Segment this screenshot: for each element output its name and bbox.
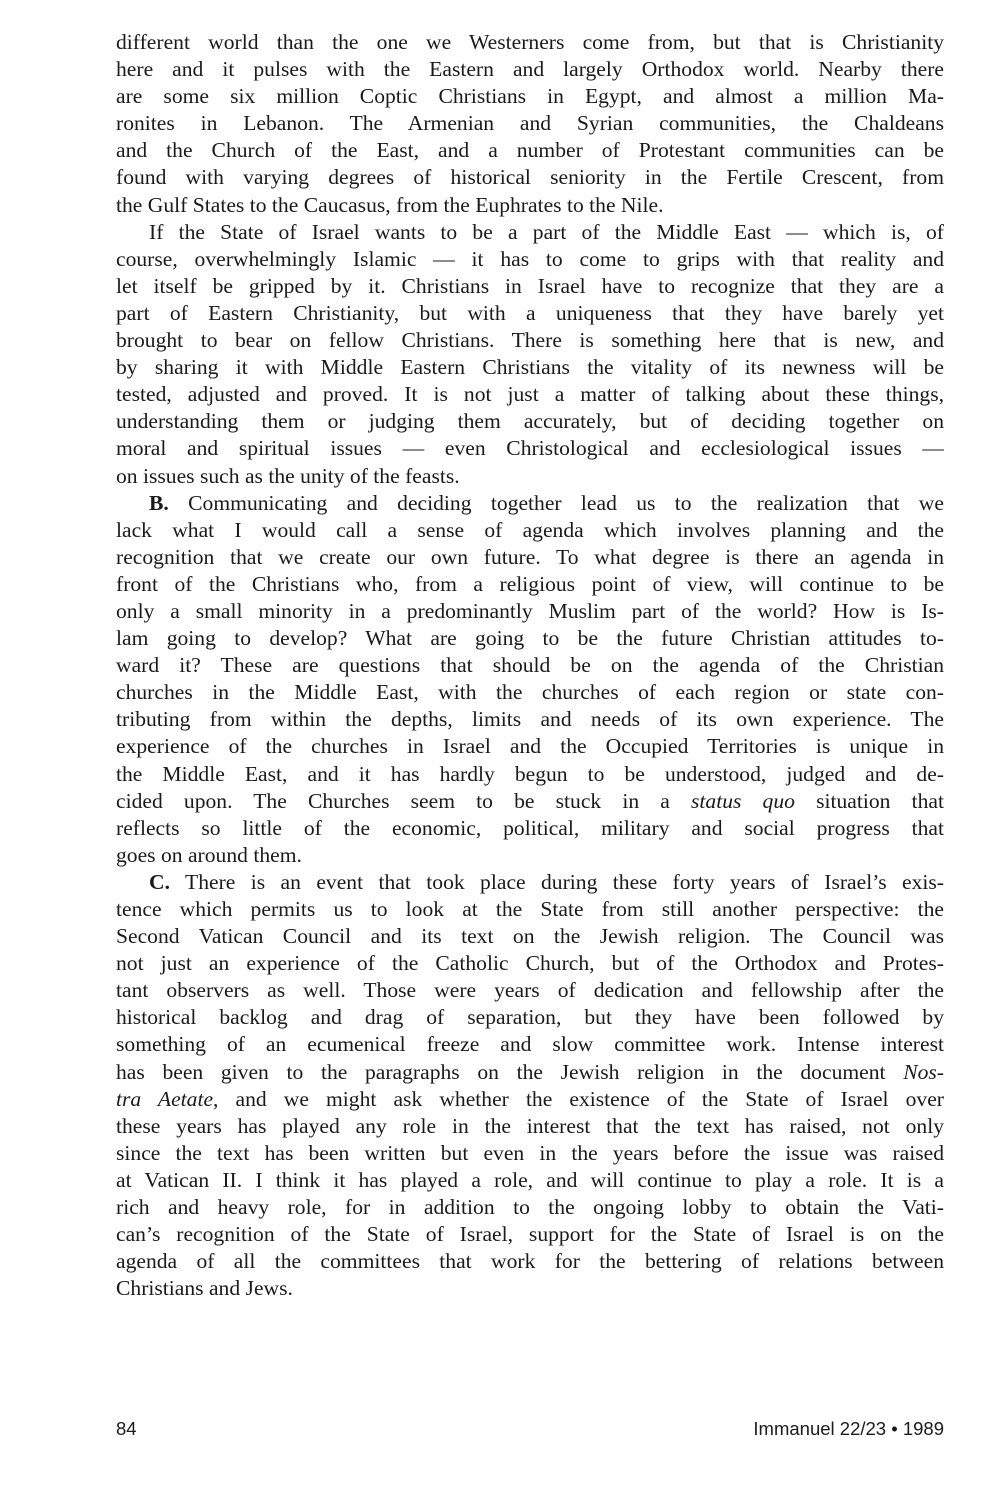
page-number: 84 — [116, 1418, 137, 1439]
text-line: Christians and Jews. — [116, 1276, 293, 1301]
text-line: lack what I would call a sense of agenda which involves planning and the — [116, 517, 944, 542]
text-line: ronites in Lebanon. The Armenian and Syrian communities, the Chaldeans — [116, 111, 944, 136]
text-line — [116, 788, 944, 815]
text-line: brought to bear on fellow Christians. There is something here that is new, and — [116, 328, 944, 353]
text-line: moral and spiritual issues — even Christological and ecclesiological issues — — [116, 436, 944, 461]
text-line: since the text has been written but even in the years before the issue was raised — [116, 1140, 944, 1165]
text-line: Second Vatican Council and its text on the Jewish religion. The Council was — [116, 924, 944, 949]
italic-title: Nos- — [903, 1059, 944, 1084]
text-line — [116, 1059, 944, 1086]
text-run: has been given to the paragraphs on the Jewish religion in the document — [116, 1059, 904, 1084]
text-line: tence which permits us to look at the State from still another perspective: the — [116, 897, 944, 921]
text-line: at Vatican II. I think it has played a role, and will continue to play a role. It is a — [116, 1167, 944, 1192]
text-line: historical backlog and drag of separation, but they have been followed by — [116, 1005, 944, 1030]
text-line: ward it? These are questions that should be on the agenda of the Christian — [116, 653, 944, 678]
italic-phrase: status quo — [691, 788, 795, 813]
text-line: understanding them or judging them accurately, but of deciding together on — [116, 409, 944, 434]
text-run: situation that — [794, 788, 944, 813]
text-line: goes on around them. — [116, 842, 302, 867]
text-line — [116, 1086, 944, 1113]
text-run: cided upon. The Churches seem to be stuck in a — [116, 788, 692, 813]
text-line: lam going to develop? What are going to be the future Christian attitudes to- — [116, 626, 944, 651]
paragraph-b — [116, 490, 944, 869]
text-line: tributing from within the depths, limits and needs of its own experience. The — [116, 707, 944, 732]
text-line: found with varying degrees of historical seniority in the Fertile Crescent, from — [116, 165, 944, 190]
text-run: , and we might ask whether the existence of the State of Israel over — [213, 1086, 944, 1111]
text-line: front of the Christians who, from a religious point of view, will continue to be — [116, 571, 944, 596]
text-line: can’s recognition of the State of Israel, support for the State of Israel is on the — [116, 1222, 944, 1247]
text-line: different world than the one we Westerners come from, but that is Christianity — [116, 30, 944, 54]
text-line: If the State of Israel wants to be a part of the Middle East — which is, of — [149, 219, 944, 244]
text-line: course, overwhelmingly Islamic — it has to come to grips with that reality and — [116, 246, 944, 271]
text-line: the Gulf States to the Caucasus, from the Euphrates to the Nile. — [116, 192, 664, 217]
text-line: are some six million Coptic Christians in Egypt, and almost a million Ma- — [116, 84, 944, 109]
text-line: part of Eastern Christianity, but with a uniqueness that they have barely yet — [116, 300, 944, 325]
paragraph-2 — [116, 219, 944, 490]
italic-title: tra Aetate — [116, 1086, 214, 1111]
text-line: the Middle East, and it has hardly begun to be understood, judged and de- — [116, 761, 944, 786]
text-line: experience of the churches in Israel and the Occupied Territories is unique in — [116, 734, 944, 759]
text-line: tant observers as well. Those were years of dedication and fellowship after the — [116, 978, 944, 1003]
text-line: rich and heavy role, for in addition to the ongoing lobby to obtain the Vati- — [116, 1195, 944, 1220]
text-run: There is an event that took place during these forty years of Israel’s exis- — [170, 869, 944, 894]
paragraph-1 — [116, 29, 944, 219]
section-label-c: C. — [149, 869, 170, 894]
text-line: churches in the Middle East, with the churches of each region or state con- — [116, 680, 944, 705]
text-line: only a small minority in a predominantly Muslim part of the world? How is Is- — [116, 598, 944, 623]
text-line: these years has played any role in the interest that the text has raised, not only — [116, 1113, 944, 1138]
text-line: and the Church of the East, and a number of Protestant communities can be — [116, 138, 944, 163]
text-line — [116, 490, 944, 517]
document-body — [116, 29, 944, 1302]
text-run: Communicating and deciding together lead us to the realization that we — [168, 490, 944, 515]
text-line — [116, 869, 944, 896]
text-line: reflects so little of the economic, political, military and social progress that — [116, 815, 944, 840]
text-line: let itself be gripped by it. Christians in Israel have to recognize that they are a — [116, 273, 944, 298]
text-line: recognition that we create our own future. To what degree is there an agenda in — [116, 544, 944, 569]
text-line: by sharing it with Middle Eastern Christians the vitality of its newness will be — [116, 355, 944, 380]
journal-citation: Immanuel 22/23 • 1989 — [753, 1418, 944, 1439]
text-line: something of an ecumenical freeze and slow committee work. Intense interest — [116, 1032, 944, 1057]
text-line: agenda of all the committees that work for the bettering of relations between — [116, 1249, 944, 1274]
text-line: on issues such as the unity of the feasts. — [116, 463, 460, 488]
text-line: not just an experience of the Catholic Church, but of the Orthodox and Protes- — [116, 951, 944, 976]
section-label-b: B. — [149, 490, 169, 515]
paragraph-c — [116, 869, 944, 1303]
text-line: here and it pulses with the Eastern and largely Orthodox world. Nearby there — [116, 57, 944, 82]
text-line: tested, adjusted and proved. It is not just a matter of talking about these things, — [116, 382, 944, 407]
